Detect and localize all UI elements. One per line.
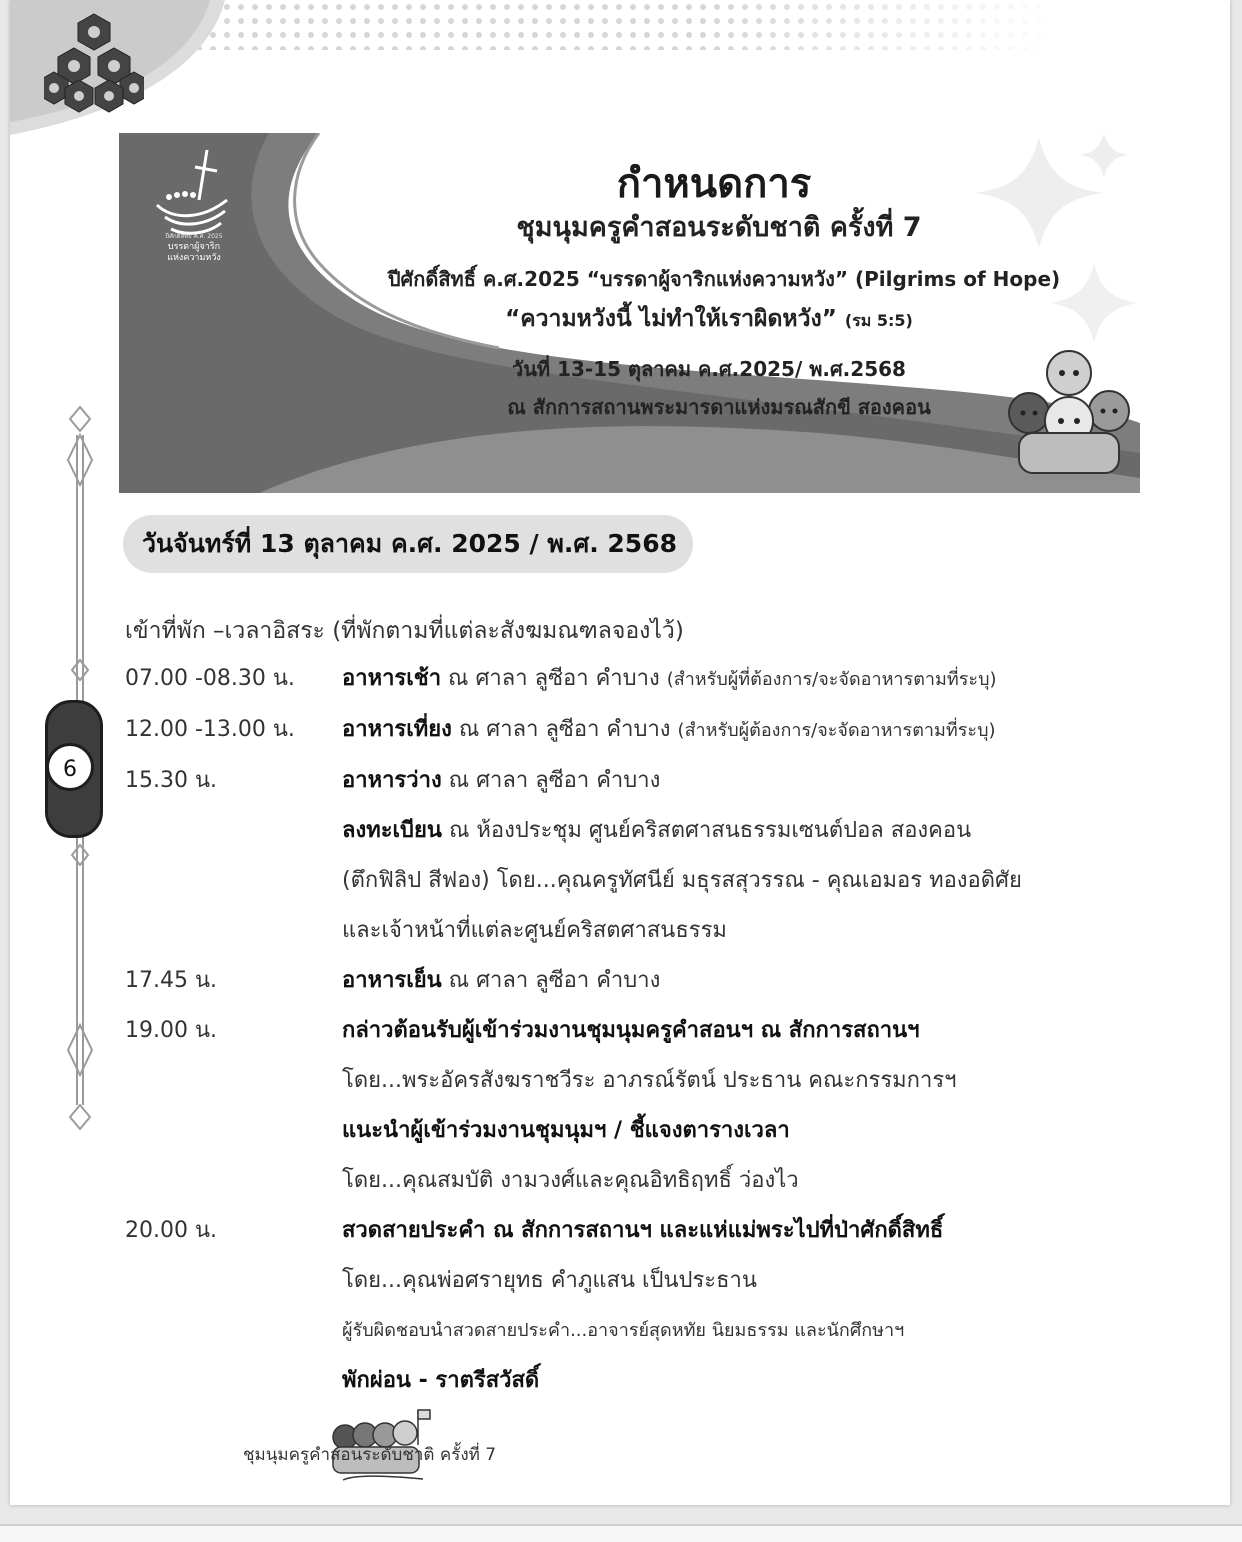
schedule-cont: โดย...คุณสมบัติ งามวงศ์และคุณอิทธิฤทธิ์ ว่องไว bbox=[342, 1168, 799, 1193]
schedule-cont: โดย...คุณพ่อศรายุทธ คำภูแสน เป็นประธาน bbox=[342, 1268, 757, 1293]
logo-small-text: ปีศักดิ์สิทธิ์ ค.ศ. 2025 bbox=[165, 233, 223, 240]
activity bbox=[342, 705, 1205, 756]
activity-title: พักผ่อน - ราตรีสวัสดิ์ bbox=[342, 1368, 540, 1393]
banner-jubilee-line: ปีศักดิ์สิทธิ์ ค.ศ.2025 “บรรดาผู้จาริกแห่งความหวัง” (Pilgrims of Hope) bbox=[387, 267, 1061, 291]
schedule-row bbox=[125, 956, 1205, 1006]
schedule-row bbox=[125, 654, 1205, 705]
activity-title: อาหารว่าง bbox=[342, 768, 442, 793]
logo-line1: บรรดาผู้จาริก bbox=[167, 242, 221, 252]
time: 20.00 น. bbox=[125, 1218, 218, 1243]
schedule-cont bbox=[125, 806, 1205, 856]
schedule bbox=[125, 608, 1205, 1406]
banner-motto bbox=[359, 301, 1059, 337]
activity bbox=[342, 756, 1205, 806]
day-header: วันจันทร์ที่ 13 ตุลาคม ค.ศ. 2025 / พ.ศ. 2568 bbox=[123, 515, 693, 573]
schedule-row bbox=[125, 1206, 1205, 1256]
activity bbox=[342, 1006, 1205, 1056]
logo-line2: แห่งความหวัง bbox=[167, 253, 221, 263]
motto-ref: (รม 5:5) bbox=[844, 311, 913, 330]
time: 17.45 น. bbox=[125, 968, 218, 993]
banner-venue: ณ สักการสถานพระมารดาแห่งมรณสักขี สองคอน bbox=[507, 395, 931, 419]
activity-title: กล่าวต้อนรับผู้เข้าร่วมงานชุมนุมครูคำสอนฯ ณ สักการสถานฯ bbox=[342, 1018, 920, 1043]
schedule-intro: เข้าที่พัก –เวลาอิสระ (ที่พักตามที่แต่ละสังฆมณฑลจองไว้) bbox=[125, 618, 684, 644]
activity-text: ณ ศาลา ลูซีอา คำบาง bbox=[441, 666, 667, 691]
banner-title: กำหนดการ bbox=[616, 161, 812, 207]
schedule-cont: และเจ้าหน้าที่แต่ละศูนย์คริสตศาสนธรรม bbox=[342, 918, 727, 943]
mascots-icon bbox=[999, 333, 1139, 483]
corner-decoration bbox=[10, 0, 1230, 140]
activity-title: อาหารเย็น bbox=[342, 968, 442, 993]
activity-title: แนะนำผู้เข้าร่วมงานชุมนุมฯ / ชี้แจงตารางเวลา bbox=[342, 1118, 790, 1143]
activity-title: อาหารเช้า bbox=[342, 666, 442, 691]
event-banner bbox=[119, 133, 1140, 493]
schedule-row bbox=[125, 756, 1205, 806]
avatar-group-icon bbox=[44, 12, 144, 117]
activity bbox=[342, 654, 1205, 705]
motto-text: “ความหวังนี้ ไม่ทำให้เราผิดหวัง” bbox=[505, 306, 837, 332]
schedule-cont: ผู้รับผิดชอบนำสวดสายประคำ...อาจารย์สุดหทัย นิยมธรรม และนักศึกษาฯ bbox=[342, 1320, 905, 1341]
activity-title: ลงทะเบียน bbox=[342, 818, 442, 843]
time: 12.00 -13.00 น. bbox=[125, 717, 295, 742]
activity-text: ณ ศาลา ลูซีอา คำบาง bbox=[441, 768, 661, 793]
activity-text: ณ ศาลา ลูซีอา คำบาง bbox=[451, 717, 678, 742]
document-page bbox=[10, 0, 1230, 1505]
activity-note: (สำหรับผู้ที่ต้องการ/จะจัดอาหารตามที่ระบุ) bbox=[666, 669, 997, 690]
time: 07.00 -08.30 น. bbox=[125, 666, 295, 691]
activity-title: อาหารเที่ยง bbox=[342, 717, 452, 742]
page-number: 6 bbox=[46, 743, 94, 791]
banner-dates: วันที่ 13-15 ตุลาคม ค.ศ.2025/ พ.ศ.2568 bbox=[512, 357, 906, 381]
time: 15.30 น. bbox=[125, 768, 218, 793]
schedule-row bbox=[125, 1006, 1205, 1056]
time: 19.00 น. bbox=[125, 1018, 218, 1043]
schedule-cont: (ตึกฟิลิป สีฟอง) โดย...คุณครูทัศนีย์ มธุรสสุวรรณ - คุณเอมอร ทองอดิศัย bbox=[342, 868, 1022, 893]
schedule-cont: โดย...พระอัครสังฆราชวีระ อาภรณ์รัตน์ ประธาน คณะกรรมการฯ bbox=[342, 1068, 957, 1093]
schedule-row bbox=[125, 705, 1205, 756]
activity-text: ณ ห้องประชุม ศูนย์คริสตศาสนธรรมเซนต์ปอล สองคอน bbox=[441, 818, 972, 843]
schedule-cont bbox=[125, 1106, 1205, 1156]
jubilee-logo-text bbox=[144, 231, 244, 264]
activity-text: ณ ศาลา ลูซีอา คำบาง bbox=[441, 968, 661, 993]
next-page-edge bbox=[0, 1524, 1242, 1542]
activity bbox=[342, 956, 1205, 1006]
activity-title: สวดสายประคำ ณ สักการสถานฯ และแห่แม่พระไปที่ป่าศักดิ์สิทธิ์ bbox=[342, 1218, 944, 1243]
activity bbox=[342, 1206, 1205, 1256]
footer-text: ชุมนุมครูคำสอนระดับชาติ ครั้งที่ 7 bbox=[243, 1445, 497, 1465]
banner-subtitle: ชุมนุมครูคำสอนระดับชาติ ครั้งที่ 7 bbox=[516, 212, 922, 243]
activity-note: (สำหรับผู้ต้องการ/จะจัดอาหารตามที่ระบุ) bbox=[677, 720, 996, 741]
schedule-cont bbox=[125, 1356, 1205, 1406]
